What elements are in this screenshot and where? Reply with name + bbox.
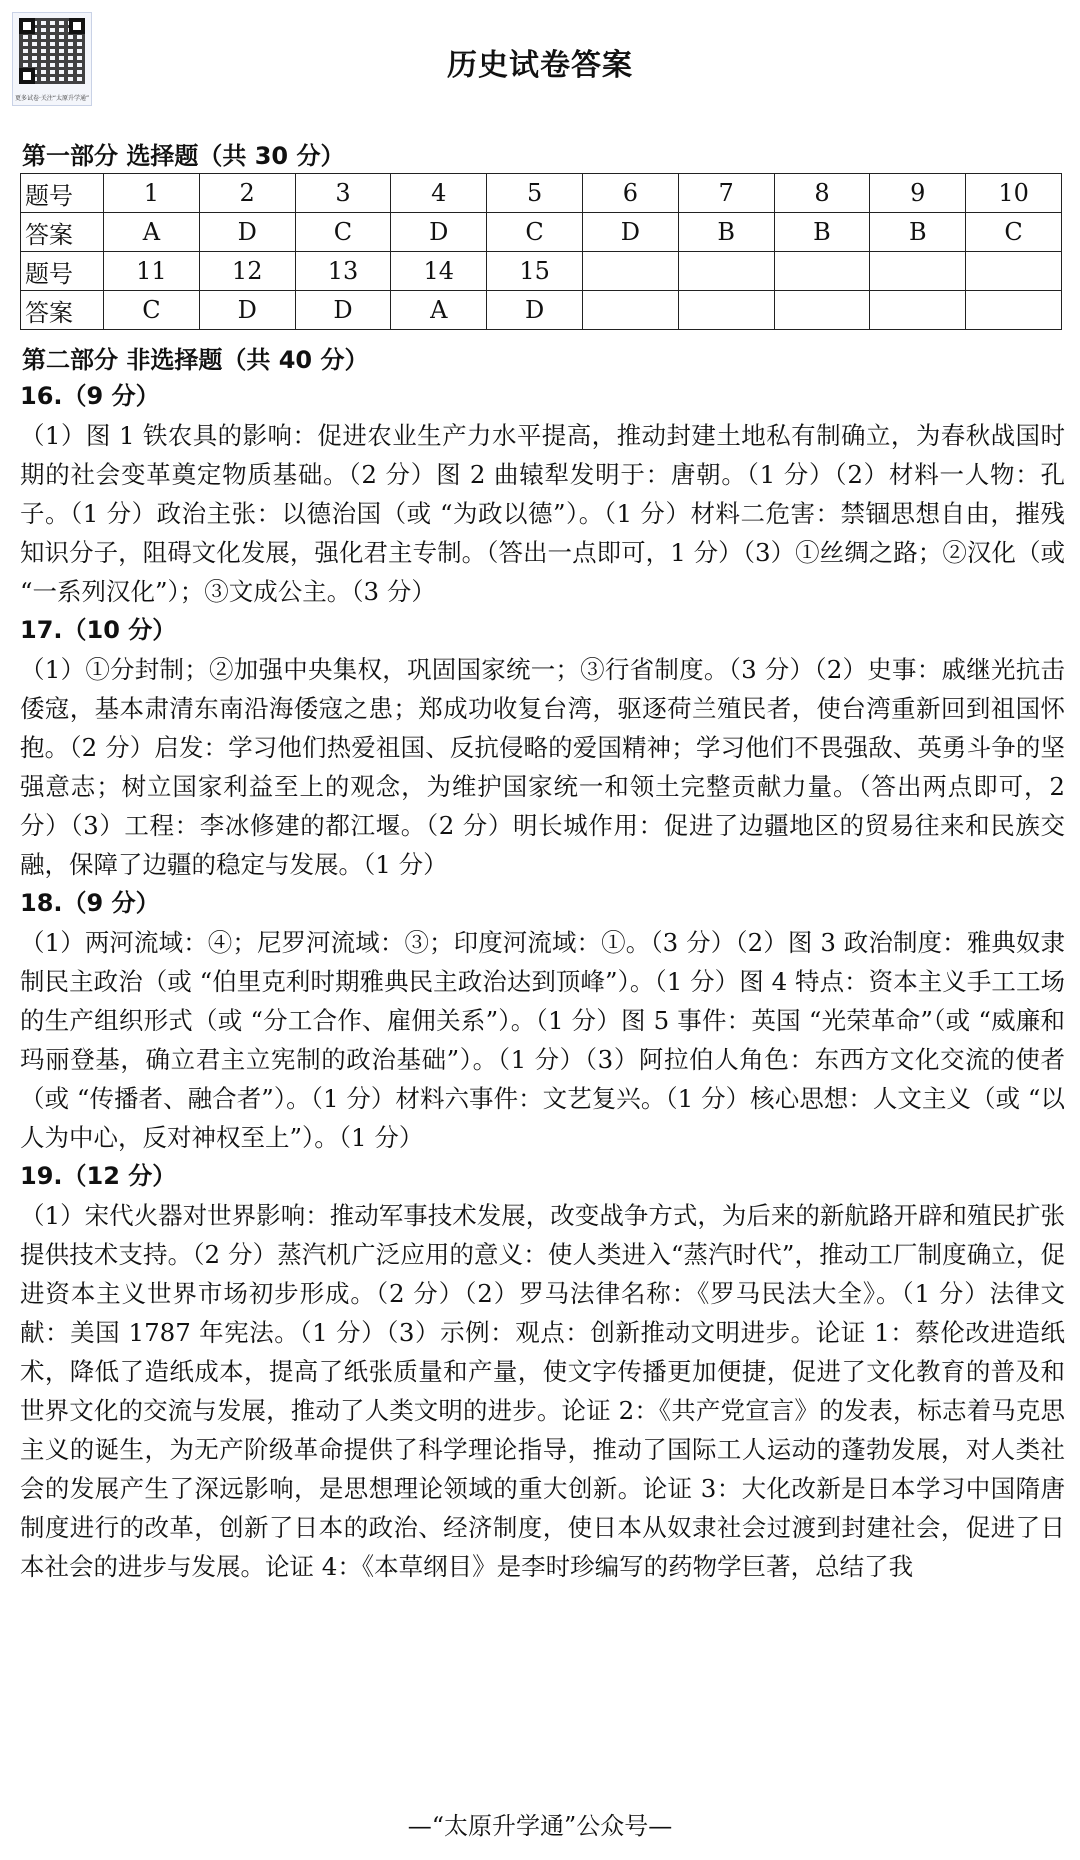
table-cell: B (678, 213, 774, 252)
table-cell: B (774, 213, 870, 252)
table-cell: C (487, 213, 583, 252)
table-cell: 10 (966, 174, 1062, 213)
part1-heading: 第一部分 选择题（共 30 分） (22, 142, 345, 170)
table-cell: D (487, 291, 583, 330)
table-cell: C (295, 213, 391, 252)
table-cell: D (199, 291, 295, 330)
question-19-heading: 19.（12 分） (20, 1162, 177, 1190)
table-row (21, 252, 1062, 291)
table-cell (582, 252, 678, 291)
table-cell: C (104, 291, 200, 330)
qr-finder (19, 18, 35, 34)
qr-caption: 更多试卷·关注“太原升学通” (14, 95, 90, 102)
table-cell (582, 291, 678, 330)
table-cell: 1 (104, 174, 200, 213)
question-18-heading: 18.（9 分） (20, 889, 160, 917)
table-cell: 15 (487, 252, 583, 291)
row-label-cell: 题号 (21, 174, 104, 213)
footer-text: —“太原升学通”公众号— (407, 1812, 673, 1840)
table-cell: 8 (774, 174, 870, 213)
qr-finder (69, 18, 85, 34)
table-row (21, 213, 1062, 252)
table-cell: A (391, 291, 487, 330)
table-row (21, 291, 1062, 330)
question-16-heading: 16.（9 分） (20, 382, 160, 410)
table-cell (678, 291, 774, 330)
answer-body (20, 377, 1065, 1586)
table-cell: B (870, 213, 966, 252)
table-cell: A (104, 213, 200, 252)
table-cell: 9 (870, 174, 966, 213)
table-cell: 12 (199, 252, 295, 291)
table-cell: 3 (295, 174, 391, 213)
table-cell (870, 252, 966, 291)
row-label-cell: 题号 (21, 252, 104, 291)
part2-heading: 第二部分 非选择题（共 40 分） (22, 346, 369, 374)
table-cell (966, 291, 1062, 330)
page-title: 历史试卷答案 (447, 48, 633, 83)
table-cell (774, 291, 870, 330)
table-cell: D (199, 213, 295, 252)
table-cell (966, 252, 1062, 291)
table-cell: 5 (487, 174, 583, 213)
question-16-answer: （1）图 1 铁农具的影响：促进农业生产力水平提高，推动封建土地私有制确立，为春秋战国时期的社会变革奠定物质基础。（2 分）图 2 曲辕犁发明于：唐朝。（1 分）（2）材料一人物：孔子。（1 分）政治主张：以德治国（或 “为政以德”）。（1 分）材料二危害：禁锢思想自由，摧残知识分子，阻碍文化发展，强化君主专制。（答出一点即可，1 分）（3）①丝绸之路；②汉化（或 “一系列汉化”）；③文成公主。（3 分） (20, 421, 1065, 606)
question-17-answer: （1）①分封制；②加强中央集权，巩固国家统一；③行省制度。（3 分）（2）史事：戚继光抗击倭寇，基本肃清东南沿海倭寇之患；郑成功收复台湾，驱逐荷兰殖民者，使台湾重新回到祖国怀抱。（2 分）启发：学习他们热爱祖国、反抗侵略的爱国精神；学习他们不畏强敌、英勇斗争的坚强意志；树立国家利益至上的观念，为维护国家统一和领土完整贡献力量。（答出两点即可，2 分）（3）工程：李冰修建的都江堰。（2 分）明长城作用：促进了边疆地区的贸易往来和民族交融，保障了边疆的稳定与发展。（1 分） (20, 655, 1065, 879)
table-cell: 13 (295, 252, 391, 291)
row-label-cell: 答案 (21, 213, 104, 252)
table-cell: 4 (391, 174, 487, 213)
table-row (21, 174, 1062, 213)
answer-table (20, 173, 1062, 330)
table-cell (678, 252, 774, 291)
question-19-answer: （1）宋代火器对世界影响：推动军事技术发展，改变战争方式，为后来的新航路开辟和殖民扩张提供技术支持。（2 分）蒸汽机广泛应用的意义：使人类进入“蒸汽时代”，推动工厂制度确立，促进资本主义世界市场初步形成。（2 分）（2）罗马法律名称：《罗马民法大全》。（1 分）法律文献：美国 1787 年宪法。（1 分）（3）示例：观点：创新推动文明进步。论证 1：蔡伦改进造纸术，降低了造纸成本，提高了纸张质量和产量，使文字传播更加便捷，促进了文化教育的普及和世界文化的交流与发展，推动了人类文明的进步。论证 2：《共产党宣言》的发表，标志着马克思主义的诞生，为无产阶级革命提供了科学理论指导，推动了国际工人运动的蓬勃发展，对人类社会的发展产生了深远影响，是思想理论领域的重大创新。论证 3：大化改新是日本学习中国隋唐制度进行的改革，创新了日本的政治、经济制度，使日本从奴隶社会过渡到封建社会，促进了日本社会的进步与发展。论证 4：《本草纲目》是李时珍编写的药物学巨著，总结了我 (20, 1201, 1065, 1581)
question-17-heading: 17.（10 分） (20, 616, 177, 644)
table-cell: D (582, 213, 678, 252)
question-18-answer: （1）两河流域：④；尼罗河流域：③；印度河流域：①。（3 分）（2）图 3 政治制度：雅典奴隶制民主政治（或 “伯里克利时期雅典民主政治达到顶峰”）。（1 分）图 4 特点：资本主义手工工场的生产组织形式（或 “分工合作、雇佣关系”）。（1 分）图 5 事件：英国 “光荣革命”（或 “威廉和玛丽登基，确立君主立宪制的政治基础”）。（1 分）（3）阿拉伯人角色：东西方文化交流的使者（或 “传播者、融合者”）。（1 分）材料六事件：文艺复兴。（1 分）核心思想：人文主义（或 “以人为中心，反对神权至上”）。（1 分） (20, 928, 1065, 1152)
table-cell: 6 (582, 174, 678, 213)
table-cell: 7 (678, 174, 774, 213)
table-cell: D (295, 291, 391, 330)
table-cell: 2 (199, 174, 295, 213)
table-cell (870, 291, 966, 330)
table-cell: D (391, 213, 487, 252)
table-cell: 11 (104, 252, 200, 291)
table-cell (774, 252, 870, 291)
row-label-cell: 答案 (21, 291, 104, 330)
table-cell: 14 (391, 252, 487, 291)
table-cell: C (966, 213, 1062, 252)
